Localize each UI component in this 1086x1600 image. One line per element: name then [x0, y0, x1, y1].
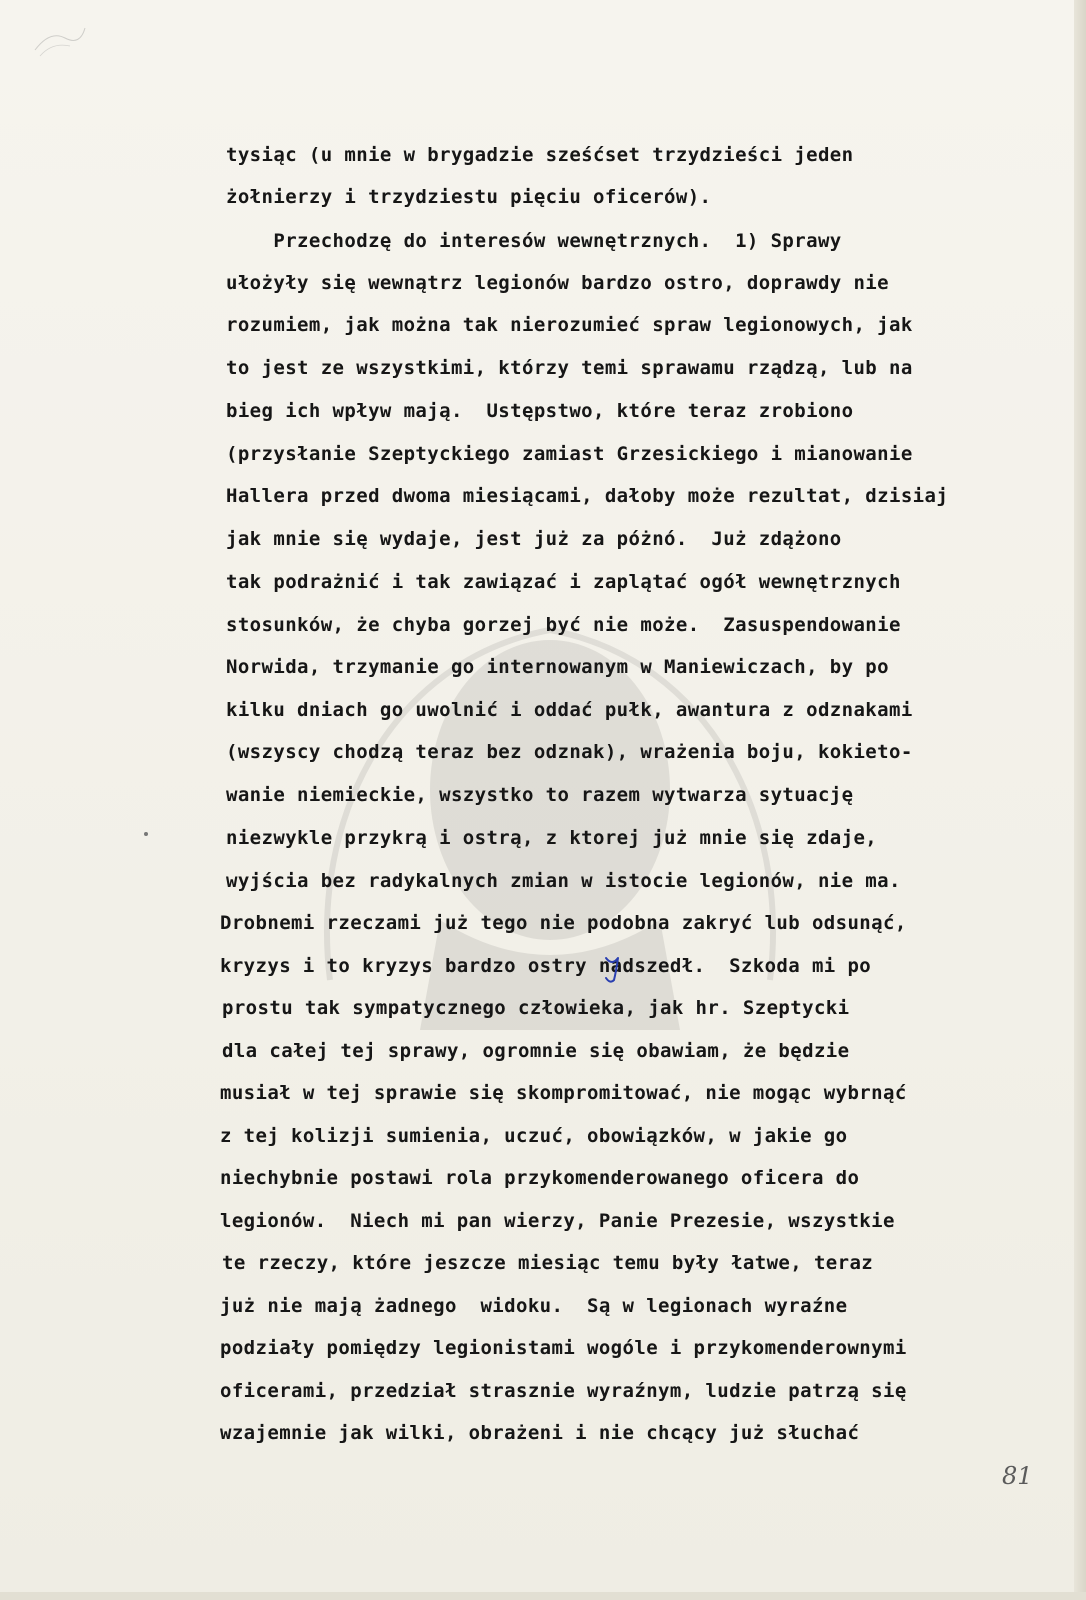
text-line: rozumiem, jak można tak nierozumieć spraw legionowych, jak: [226, 314, 913, 336]
text-line: tysiąc (u mnie w brygadzie sześćset trzydzieści jeden: [226, 144, 854, 166]
page-edge-shadow: [1074, 0, 1086, 1600]
corner-smudge: [30, 20, 90, 60]
text-line: podziały pomiędzy legionistami wogóle i przykomenderownymi: [220, 1337, 907, 1359]
text-line: te rzeczy, które jeszcze miesiąc temu były łatwe, teraz: [222, 1252, 874, 1274]
text-line: stosunków, że chyba gorzej być nie może. Zasuspendowanie: [226, 614, 901, 636]
text-line: kryzys i to kryzys bardzo ostry nadszedł. Szkoda mi po: [220, 955, 872, 977]
text-line: prostu tak sympatycznego człowieka, jak hr. Szeptycki: [222, 997, 850, 1019]
text-line: (przysłanie Szeptyckiego zamiast Grzesickiego i mianowanie: [226, 443, 913, 465]
text-line: już nie mają żadnego widoku. Są w legionach wyraźne: [220, 1295, 848, 1317]
text-line: musiał w tej sprawie się skompromitować, nie mogąc wybrnąć: [220, 1082, 907, 1104]
text-line: wanie niemieckie, wszystko to razem wytwarza sytuację: [226, 784, 854, 806]
text-line: bieg ich wpływ mają. Ustępstwo, które teraz zrobiono: [226, 400, 854, 422]
page-number: 81: [1002, 1462, 1033, 1490]
handwritten-correction-mark: [602, 952, 632, 986]
text-line: niechybnie postawi rola przykomenderowanego oficera do: [220, 1167, 860, 1189]
text-line: dla całej tej sprawy, ogromnie się obawiam, że będzie: [222, 1040, 850, 1062]
text-line: legionów. Niech mi pan wierzy, Panie Prezesie, wszystkie: [220, 1210, 895, 1232]
text-line: z tej kolizji sumienia, uczuć, obowiązków, w jakie go: [220, 1125, 848, 1147]
text-line: tak podrażnić i tak zawiązać i zaplątać ogół wewnętrznych: [226, 571, 901, 593]
text-line: niezwykle przykrą i ostrą, z ktorej już mnie się zdaje,: [226, 827, 878, 849]
text-line: jak mnie się wydaje, jest już za póżnó. Już zdążono: [226, 528, 842, 550]
text-line: Przechodzę do interesów wewnętrznych. 1) Sprawy: [226, 230, 842, 252]
text-line: oficerami, przedział strasznie wyraźnym, ludzie patrzą się: [220, 1380, 907, 1402]
text-line: ułożyły się wewnątrz legionów bardzo ostro, doprawdy nie: [226, 272, 889, 294]
text-line: Hallera przed dwoma miesiącami, dałoby może rezultat, dzisiaj: [226, 485, 949, 507]
text-line: wzajemnie jak wilki, obrażeni i nie chcący już słuchać: [220, 1422, 860, 1444]
text-line: (wszyscy chodzą teraz bez odznak), wrażenia boju, kokieto-: [226, 741, 913, 763]
text-line: kilku dniach go uwolnić i oddać pułk, awantura z odznakami: [226, 699, 913, 721]
text-line: żołnierzy i trzydziestu pięciu oficerów).: [226, 186, 712, 208]
text-line: Norwida, trzymanie go internowanym w Maniewiczach, by po: [226, 656, 889, 678]
page-bottom-edge: [0, 1592, 1086, 1600]
text-line: Drobnemi rzeczami już tego nie podobna zakryć lub odsunąć,: [220, 912, 907, 934]
text-line: wyjścia bez radykalnych zmian w istocie legionów, nie ma.: [226, 870, 901, 892]
paper-speck: [144, 832, 148, 836]
text-line: to jest ze wszystkimi, którzy temi sprawamu rządzą, lub na: [226, 357, 913, 379]
